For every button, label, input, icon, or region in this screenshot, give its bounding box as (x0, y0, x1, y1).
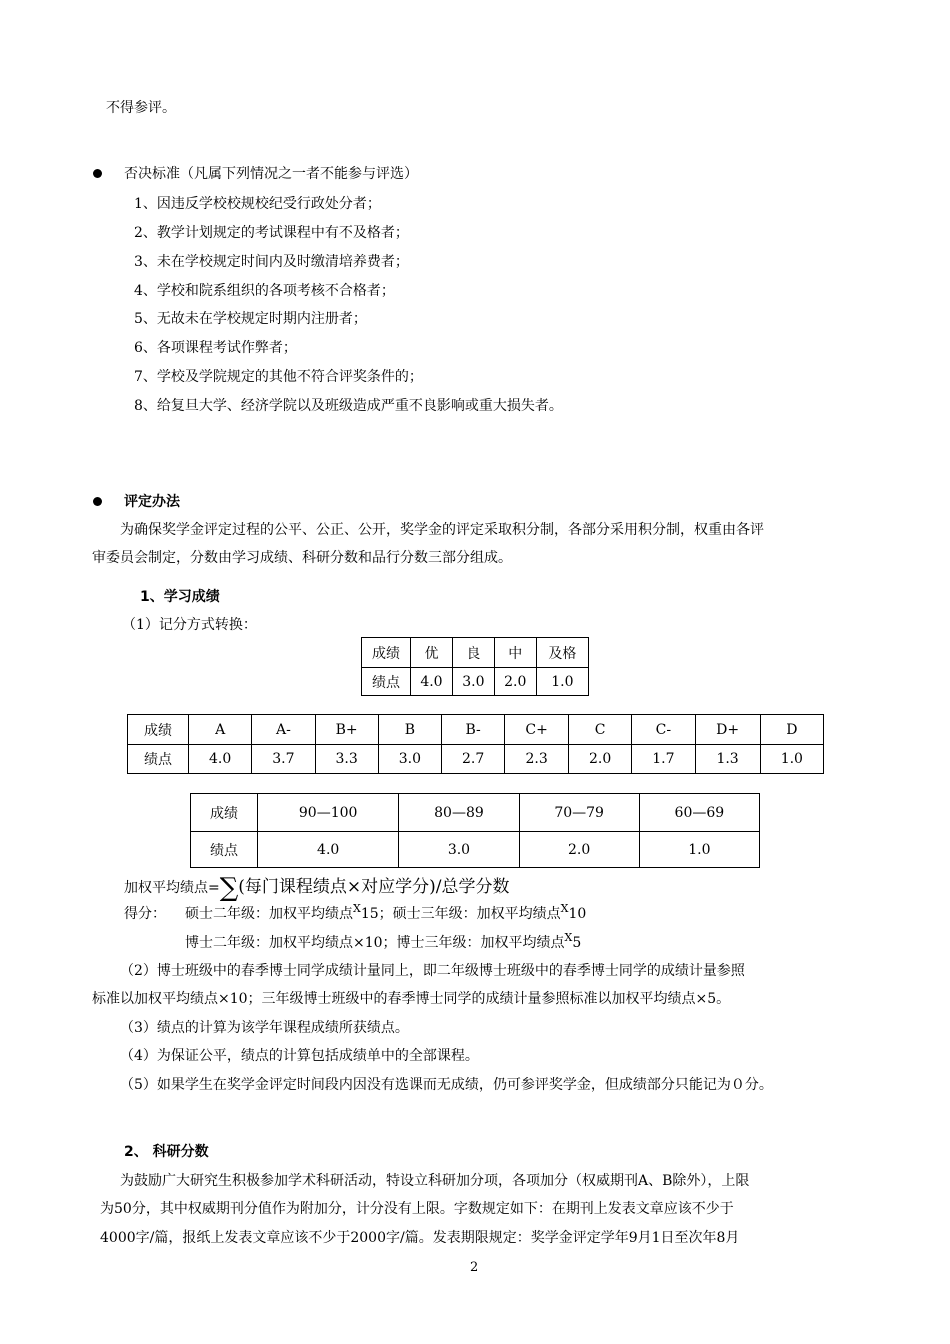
table-cell: 4.0 (189, 745, 252, 774)
research-paragraph-line: 4000字/篇，报纸上发表文章应该不少于2000字/篇。发表期限规定：奖学金评定学年9月1日至次年8月 (100, 1230, 740, 1246)
research-paragraph-line: 为50分，其中权威期刊分值作为附加分，计分没有上限。字数规定如下：在期刊上发表文章应该不少于 (100, 1201, 734, 1217)
score-text: 博士二年级：加权平均绩点×10；博士三年级：加权平均绩点 (185, 935, 565, 951)
table-cell: 2.0 (519, 832, 639, 868)
table-cell: 3.0 (378, 745, 441, 774)
table-cell: 2.0 (494, 668, 536, 696)
table-cell: 成绩 (362, 638, 411, 668)
score-text: 5 (572, 935, 582, 951)
table-cell: B+ (315, 715, 378, 745)
study-paragraph-line: （4）为保证公平，绩点的计算包括成绩单中的全部课程。 (120, 1048, 479, 1064)
study-paragraph-line: 标准以加权平均绩点×10；三年级博士班级中的春季博士同学的成绩计量参照标准以加权平均绩点×5。 (92, 991, 731, 1007)
table-cell: 2.3 (505, 745, 569, 774)
method-heading: 评定办法 (124, 494, 180, 510)
table-cell: 3.3 (315, 745, 378, 774)
table-cell: D+ (695, 715, 760, 745)
table-cell: 绩点 (191, 832, 258, 868)
table-cell: C (569, 715, 632, 745)
sum-icon: ∑ (219, 873, 239, 903)
table-cell: D (760, 715, 823, 745)
formula-body: (每门课程绩点×对应学分)/总学分数 (238, 877, 510, 897)
table-cell: 1.0 (639, 832, 759, 868)
table-cell: 90—100 (258, 794, 399, 832)
table-cell: A- (252, 715, 315, 745)
table-cell: 中 (494, 638, 536, 668)
grade-table-scores (190, 793, 760, 868)
table-cell: 绩点 (362, 668, 411, 696)
table-cell: 优 (411, 638, 453, 668)
table-cell: C+ (505, 715, 569, 745)
table-cell: 绩点 (128, 745, 189, 774)
table-cell: B- (442, 715, 505, 745)
table-cell: 1.0 (760, 745, 823, 774)
table-cell: 60—69 (639, 794, 759, 832)
study-paragraph-line: （2）博士班级中的春季博士同学成绩计量同上，即二年级博士班级中的春季博士同学的成绩计量参照 (120, 963, 745, 979)
table-cell: 3.7 (252, 745, 315, 774)
veto-heading: 否决标准（凡属下列情况之一者不能参与评选） (124, 166, 418, 182)
veto-item: 3、未在学校规定时间内及时缴清培养费者； (134, 254, 409, 270)
score-text: 10 (568, 906, 587, 922)
score-text: 15；硕士三年级：加权平均绩点 (360, 906, 561, 922)
veto-item: 8、给复旦大学、经济学院以及班级造成严重不良影响或重大损失者。 (134, 398, 563, 414)
method-paragraph-line: 审委员会制定，分数由学习成绩、科研分数和品行分数三部分组成。 (92, 550, 512, 566)
veto-item: 1、因违反学校校规校纪受行政处分者； (134, 196, 381, 212)
table-cell: 1.7 (632, 745, 695, 774)
multiply-mark: X (560, 902, 569, 915)
table-cell: 2.0 (569, 745, 632, 774)
table-cell: B (378, 715, 441, 745)
table-cell: 80—89 (399, 794, 519, 832)
score-line-doctoral (185, 933, 581, 954)
bullet-icon (93, 497, 102, 506)
table-cell: 良 (452, 638, 494, 668)
score-line-masters (185, 904, 586, 925)
table-cell: 4.0 (411, 668, 453, 696)
formula-label: 加权平均绩点= (124, 880, 220, 896)
veto-item: 4、学校和院系组织的各项考核不合格者； (134, 283, 395, 299)
study-paragraph-line: （3）绩点的计算为该学年课程成绩所获绩点。 (120, 1020, 409, 1036)
veto-item: 6、各项课程考试作弊者； (134, 340, 297, 356)
grade-table-letters (127, 714, 824, 774)
method-paragraph-line: 为确保奖学金评定过程的公平、公正、公开，奖学金的评定采取积分制，各部分采用积分制，权重由各评 (120, 522, 764, 538)
weighted-gpa-formula (124, 870, 510, 903)
intro-line: 不得参评。 (106, 100, 176, 116)
veto-item: 7、学校及学院规定的其他不符合评奖条件的； (134, 369, 423, 385)
table-cell: 70—79 (519, 794, 639, 832)
table-cell: 2.7 (442, 745, 505, 774)
table-cell: 1.3 (695, 745, 760, 774)
bullet-icon (93, 169, 102, 178)
table-cell: 成绩 (191, 794, 258, 832)
score-text: 硕士二年级：加权平均绩点 (185, 906, 353, 922)
veto-item: 2、教学计划规定的考试课程中有不及格者； (134, 225, 409, 241)
table-cell: 成绩 (128, 715, 189, 745)
table-cell: C- (632, 715, 695, 745)
veto-item: 5、无故未在学校规定时期内注册者； (134, 311, 367, 327)
study-paragraph-line: （5）如果学生在奖学金评定时间段内因没有选课而无成绩，仍可参评奖学金，但成绩部分只能记为０分。 (120, 1077, 773, 1093)
table-cell: 3.0 (399, 832, 519, 868)
table-cell: 4.0 (258, 832, 399, 868)
study-sub-heading: （1）记分方式转换： (122, 617, 257, 633)
score-label: 得分： (124, 906, 166, 922)
multiply-mark: X (564, 931, 573, 944)
grade-table-letter-words (361, 637, 589, 696)
research-paragraph-line: 为鼓励广大研究生积极参加学术科研活动，特设立科研加分项，各项加分（权威期刊A、B除外），上限 (120, 1173, 750, 1189)
table-cell: 及格 (536, 638, 588, 668)
research-heading: 2、 科研分数 (124, 1144, 209, 1160)
multiply-mark: X (353, 902, 361, 915)
table-cell: 1.0 (536, 668, 588, 696)
table-cell: A (189, 715, 252, 745)
study-heading: 1、学习成绩 (140, 589, 220, 605)
table-cell: 3.0 (452, 668, 494, 696)
page-number: 2 (470, 1260, 479, 1275)
